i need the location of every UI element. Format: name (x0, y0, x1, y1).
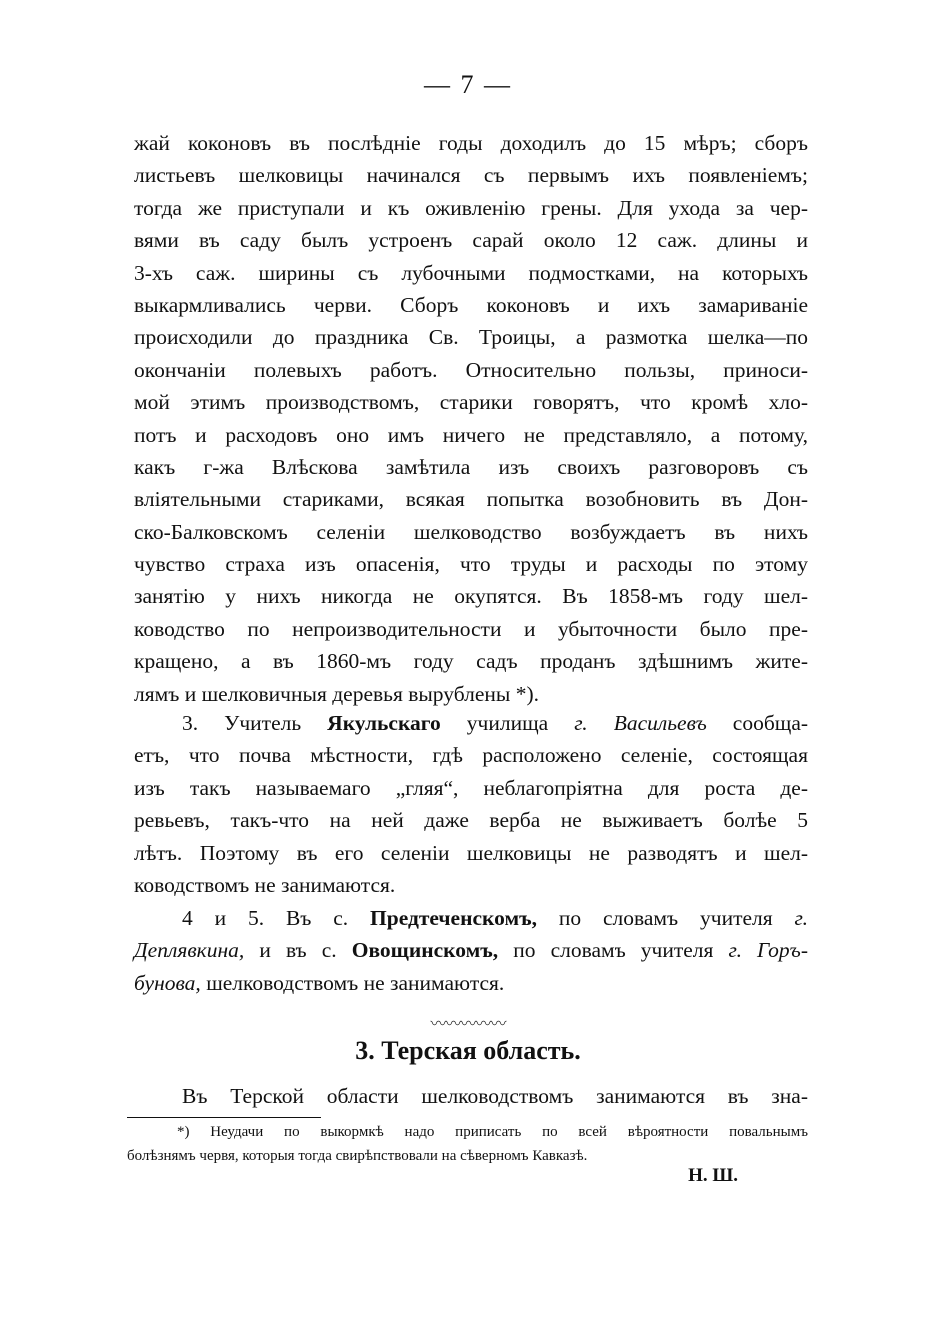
text-line: вями въ саду былъ устроенъ сарай около 12 саж. длины и (134, 228, 808, 253)
paragraph-3 (134, 902, 808, 999)
text-line: тогда же приступали и къ оживленію грены. Для ухода за чер- (134, 195, 808, 220)
text-line: 3-хъ саж. ширины съ лубочными подмостками, на которыхъ (134, 260, 808, 285)
text-line: ководство по непроизводительности и убыточности было пре- (134, 616, 808, 641)
text-line: потъ и расходовъ оно имъ ничего не представляло, а потому, (134, 422, 808, 447)
text-line: етъ, что почва мѣстности, гдѣ расположено селеніе, состоящая (134, 743, 808, 768)
teacher-name: г. Горъ- (728, 938, 808, 963)
text-fragment: по словамъ учителя (558, 906, 773, 930)
footnote-line: болѣзнямъ червя, которыя тогда свирѣпствовали на сѣверномъ Кавказѣ. (127, 1148, 588, 1164)
village-name: Предтеченскомъ, (370, 906, 538, 930)
text-line: занятію у нихъ никогда не окупятся. Въ 1858-мъ году шел- (134, 584, 808, 609)
text-line: лямъ и шелковичныя деревья вырублены *). (134, 681, 540, 706)
text-line: ководствомъ не занимаются. (134, 872, 396, 897)
text-fragment: сообща- (732, 711, 809, 735)
section-intro-line: Въ Терской области шелководствомъ занимаются въ зна- (182, 1084, 808, 1108)
footnote-rule (127, 1117, 321, 1118)
text-line: жай коконовъ въ послѣдніе годы доходилъ до 15 мѣръ; сборъ (134, 131, 808, 155)
teacher-name: Деплявкина, (134, 938, 245, 963)
text-fragment: шелководствомъ не занимаются. (206, 970, 505, 995)
page-number: — 7 — (424, 70, 512, 99)
text-line: кращено, а въ 1860-мъ году садъ проданъ здѣшнимъ жите- (134, 649, 808, 674)
text-line: окончаніи полевыхъ работъ. Относительно пользы, приноси- (134, 357, 808, 382)
text-line (134, 934, 808, 966)
text-line: вліятельными стариками, всякая попытка возобновить въ Дон- (134, 487, 808, 512)
section-heading: 3. Терская область. (355, 1036, 581, 1065)
text-line: ско-Балковскомъ селеніи шелководство возбуждаетъ въ нихъ (134, 519, 808, 544)
text-line: происходили до праздника Св. Троицы, а размотка шелка—по (134, 325, 808, 350)
paragraph-1 (134, 127, 808, 710)
text-line: мой этимъ производствомъ, старики говорятъ, что кромѣ хло- (134, 390, 808, 415)
text-line (134, 967, 808, 999)
item-number: 3. (182, 711, 199, 735)
item-number: 4 и 5. Въ с. (182, 906, 349, 930)
paragraph-2 (134, 707, 808, 901)
section-divider-ornament: 〰〰〰〰〰 (430, 1016, 506, 1033)
text-line: лѣтъ. Поэтому въ его селеніи шелковицы не разводятъ и шел- (134, 840, 808, 865)
text-line: листьевъ шелковицы начинался съ первымъ ихъ появленіемъ; (134, 163, 808, 188)
text-fragment: и въ с. (259, 938, 337, 963)
text-line: выкармливались черви. Сборъ коконовъ и ихъ замариваніе (134, 292, 808, 317)
text-line: какъ г-жа Влѣскова замѣтила изъ своихъ разговоровъ съ (134, 454, 808, 479)
text-fragment: Учитель (224, 711, 302, 735)
text-line: чувство страха изъ опасенія, что труды и расходы по этому (134, 552, 808, 577)
teacher-prefix: г. (794, 906, 808, 930)
school-name: Якульскаго (327, 711, 441, 735)
teacher-name: г. Васильевъ (574, 711, 707, 735)
footnote-line: *) Неудачи по выкормкѣ надо приписать по всей вѣроятности повальнымъ (177, 1124, 808, 1140)
text-line: ревьевъ, такъ-что на ней даже верба не выживаетъ болѣе 5 (134, 808, 808, 833)
village-name: Овощинскомъ, (351, 938, 499, 963)
teacher-name: бунова, (134, 970, 201, 995)
text-line: изъ такъ называемаго „гляя“, неблагопріятна для роста де- (134, 775, 808, 800)
text-fragment: по словамъ учителя (513, 938, 714, 963)
text-fragment: училища (466, 711, 549, 735)
footnote-signature: Н. Ш. (688, 1165, 738, 1186)
text-line (134, 707, 808, 739)
text-line (134, 902, 808, 934)
footnote (127, 1120, 808, 1168)
